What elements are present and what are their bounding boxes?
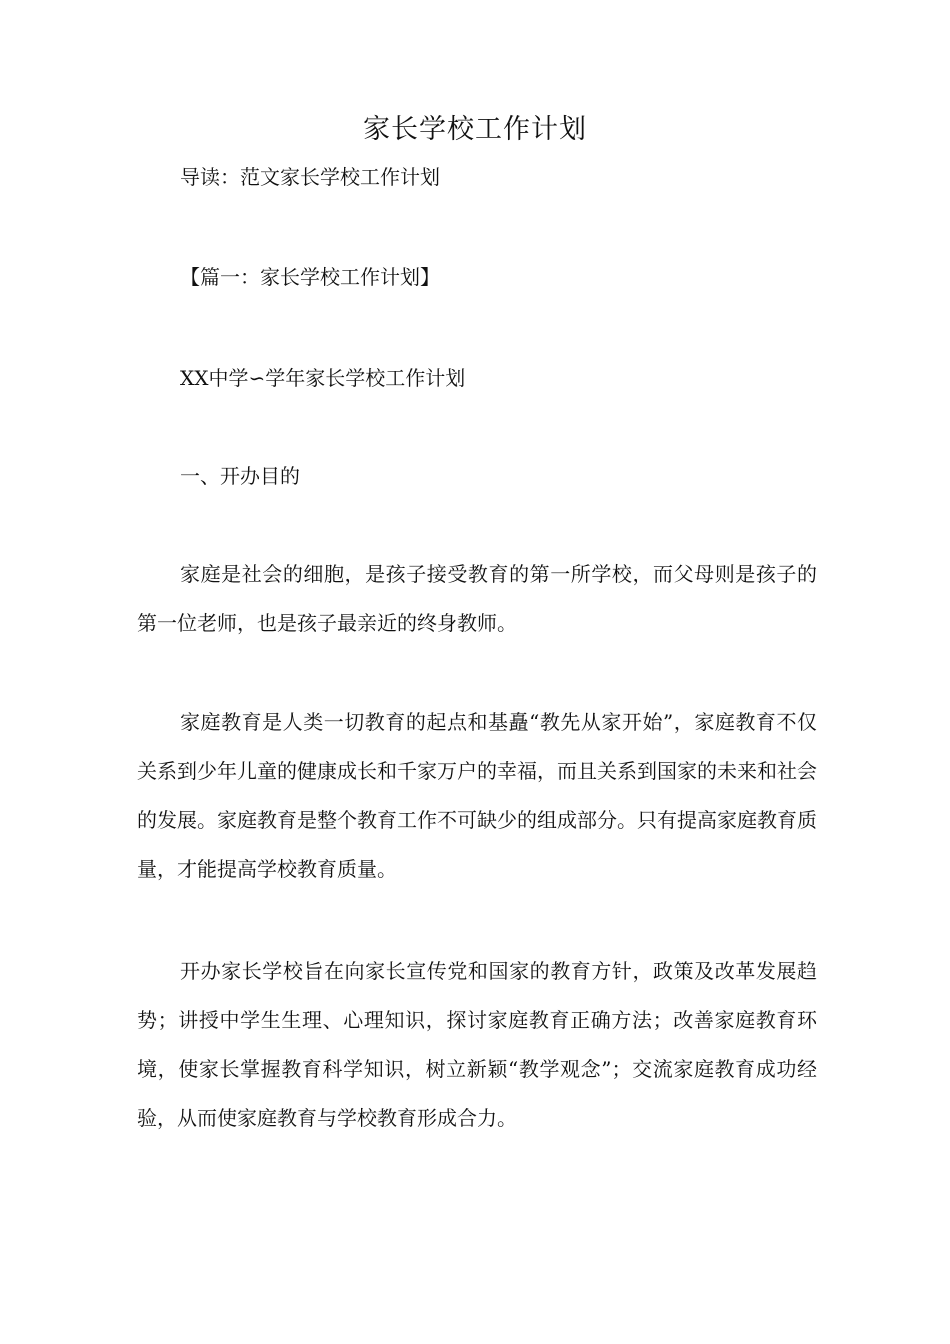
section-heading: 【篇一：家长学校工作计划】 [180, 265, 440, 289]
paragraph-1: 家庭是社会的细胞，是孩子接受教育的第一所学校，而父母则是孩子的第一位老师，也是孩子最亲近的终身教师。 [137, 562, 817, 635]
plan-title: XX中学∽学年家长学校工作计划 [180, 366, 466, 390]
paragraph-2: 家庭教育是人类一切教育的起点和基矗“教先从家开始”，家庭教育不仅关系到少年儿童的健康成长和千家万户的幸福，而且关系到国家的未来和社会的发展。家庭教育是整个教育工作不可缺少的组成部分。只有提高家庭教育质量，才能提高学校教育质量。 [137, 710, 817, 881]
paragraph-3: 开办家长学校旨在向家长宣传党和国家的教育方针，政策及改革发展趋势；讲授中学生生理、心理知识，探讨家庭教育正确方法；改善家庭教育环境，使家长掌握教育科学知识，树立新颖“教学观念”；交流家庭教育成功经验，从而使家庭教育与学校教育形成合力。 [137, 959, 817, 1130]
intro-line: 导读：范文家长学校工作计划 [180, 165, 440, 189]
document-title: 家长学校工作计划 [363, 114, 587, 145]
subheading-purpose: 一、开办目的 [180, 464, 300, 488]
